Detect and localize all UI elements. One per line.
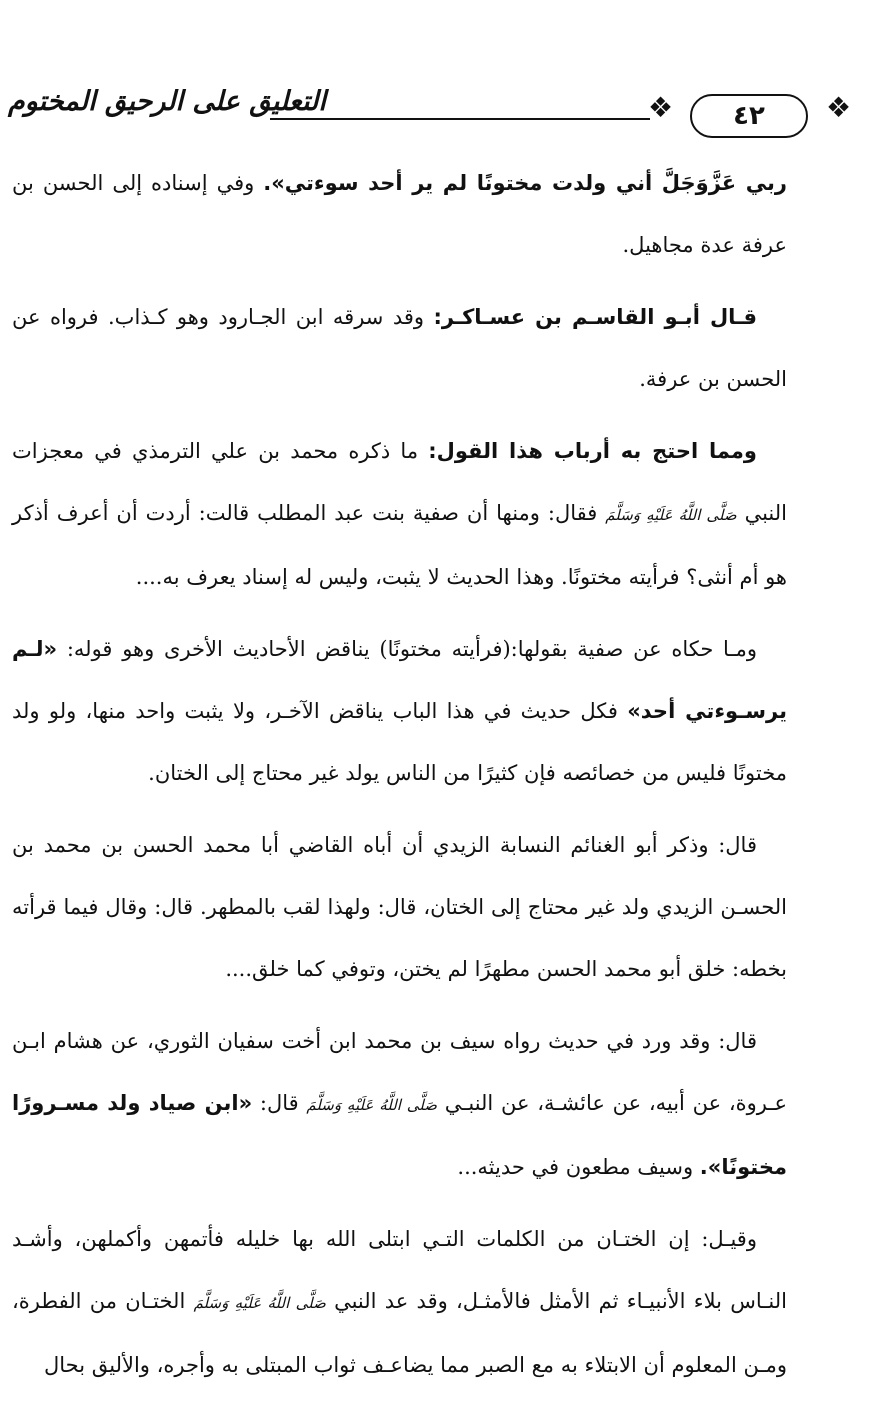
- bold-text: «لـم يرسـوءتي أحد»: [12, 637, 787, 723]
- text: قال: وقد ورد في حديث رواه سيف بن محمد ابن أخت سفيان الثوري، عن هشام ابـن عـروة، عن أبيه، عن عائشـة، عن النبـي: [12, 1029, 788, 1115]
- honorific-text: صَلَّى اللَّهُ عَلَيْهِ وَسَلَّمَ: [306, 1096, 437, 1114]
- text: الختـان من الفطرة، ومـن المعلوم أن الابتلاء به مع الصبر مما يضاعـف ثواب المبتلى به وأجره، والأليق بحال: [12, 1289, 787, 1377]
- bold-text: ربي عَزَّوَجَلَّ أني ولدت مختونًا لم ير أحد سوءتي».: [263, 171, 787, 195]
- page-number: ٤٢: [690, 94, 808, 138]
- text: ما ذكره محمد بن علي الترمذي في معجزات النبي: [12, 439, 787, 525]
- text: قال:: [252, 1091, 307, 1115]
- text: قال: وذكر أبو الغنائم النسابة الزيدي أن أباه القاضي أبا محمد الحسن بن محمد بن الحسـن الزيدي ولد غير محتاج إلى الختان، قال: ولهذا لقب بالمطهر. قال: وقال فيما قرأته بخطه: خلق أبو محمد الحسن مطهرًا لم يختن، وتوفي كما خلق....: [12, 833, 787, 981]
- text: وفي إسناده إلى الحسن بن عرفة عدة مجاهيل.: [12, 171, 787, 257]
- bold-text: ومما احتج به أرباب هذا القول:: [428, 439, 757, 463]
- text: وسيف مطعون في حديثه...: [457, 1155, 700, 1179]
- text: فكل حديث في هذا الباب يناقض الآخـر، ولا يثبت واحد منها، ولو ولد مختونًا فليس من خصائصه فإن كثيرًا من الناس يولد غير محتاج إلى الختان.: [12, 699, 787, 785]
- book-title: التعليق على الرحيق المختوم: [8, 86, 326, 117]
- bold-text: «ابن صياد ولد مسـرورًا مختونًا».: [12, 1091, 787, 1179]
- header-rule: [270, 118, 650, 120]
- paragraph: [12, 1208, 787, 1396]
- ornament-icon: ❖: [826, 91, 852, 124]
- text: ومـا حكاه عن صفية بقولها:(فرأيته مختونًا) يناقض الأحاديث الأخرى وهو قوله:: [57, 637, 757, 661]
- honorific-text: صَلَّى اللَّهُ عَلَيْهِ وَسَلَّمَ: [605, 506, 737, 524]
- text: وقد سرقه ابن الجـارود وهو كـذاب. فرواه عن الحسن بن عرفة.: [12, 305, 787, 391]
- paragraph: [12, 152, 787, 276]
- ornament-icon: ❖: [648, 91, 674, 124]
- body-text: [12, 152, 787, 1406]
- text: وقيـل: إن الختـان من الكلمات التـي ابتلى الله بها خليله فأتمهن وأكملهن، وأشـد النـاس بلاء الأنبيـاء ثم الأمثل فالأمثـل، وقد عد النبي: [12, 1227, 788, 1313]
- honorific-text: صَلَّى اللَّهُ عَلَيْهِ وَسَلَّمَ: [193, 1294, 326, 1312]
- running-header: [8, 80, 856, 140]
- paragraph: [12, 1010, 787, 1198]
- paragraph: [12, 420, 787, 608]
- paragraph: [12, 814, 787, 1000]
- bold-text: قـال أبـو القاسـم بن عسـاكـر:: [433, 305, 757, 329]
- paragraph: [12, 618, 787, 804]
- paragraph: [12, 286, 787, 410]
- text: فقال: ومنها أن صفية بنت عبد المطلب قالت: أردت أن أعرف أذكر هو أم أنثى؟ فرأيته مختونًا. وهذا الحديث لا يثبت، وليس له إسناد يعرف به....: [12, 501, 787, 589]
